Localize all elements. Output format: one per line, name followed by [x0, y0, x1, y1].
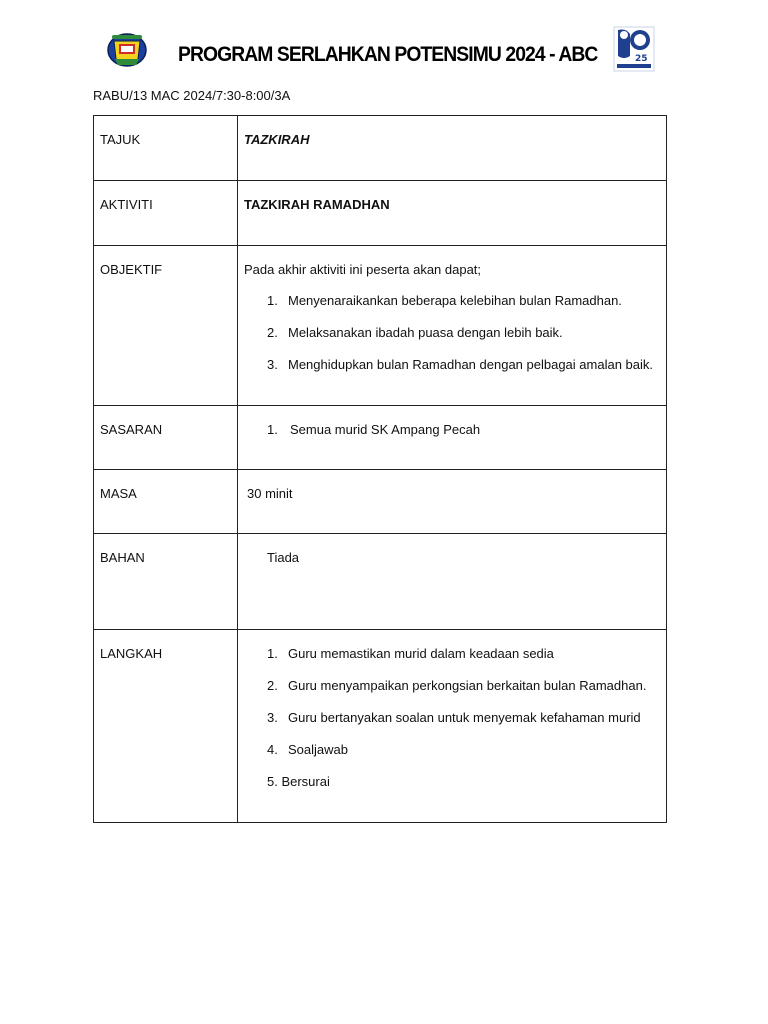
masa-value: 30 minit: [247, 486, 293, 501]
table-row-langkah: [94, 630, 667, 823]
lesson-plan-table: [93, 115, 667, 823]
list-item-text: Soaljawab: [288, 742, 348, 757]
svg-text:25: 25: [635, 54, 648, 64]
langkah-last-item: 5. Bersurai: [267, 774, 330, 789]
row-value-sasaran: [238, 406, 667, 470]
list-item-text: Guru bertanyakan soalan untuk menyemak kefahaman murid: [288, 710, 641, 725]
list-item-text: Semua murid SK Ampang Pecah: [290, 422, 481, 437]
list-item: [244, 325, 666, 341]
school-crest-icon: [106, 29, 148, 71]
list-item: [244, 293, 666, 309]
row-label-masa: MASA: [94, 470, 238, 534]
row-label-tajuk: TAJUK: [94, 116, 238, 181]
list-item-number: 3.: [267, 710, 278, 725]
list-item: [244, 422, 666, 438]
list-item-number: 2.: [267, 678, 278, 693]
row-label-bahan: BAHAN: [94, 534, 238, 630]
row-value-langkah: [238, 630, 667, 823]
list-item-text: Guru memastikan murid dalam keadaan sedia: [288, 646, 554, 661]
objektif-intro: Pada akhir aktiviti ini peserta akan dapat;: [244, 262, 482, 277]
list-item-number: 1.: [267, 422, 278, 437]
page-header: [0, 0, 768, 84]
row-value-masa: [238, 470, 667, 534]
list-item: [244, 646, 666, 662]
list-item-number: 1.: [267, 293, 278, 308]
table-row-masa: [94, 470, 667, 534]
row-label-aktiviti: AKTIVITI: [94, 181, 238, 246]
row-value-objektif: [238, 246, 667, 406]
table-row-aktiviti: [94, 181, 667, 246]
table-row-sasaran: [94, 406, 667, 470]
row-label-langkah: LANGKAH: [94, 630, 238, 823]
row-value-bahan: [238, 534, 667, 630]
session-info: RABU/13 MAC 2024/7:30-8:00/3A: [93, 88, 291, 103]
table-row-bahan: [94, 534, 667, 630]
row-value-aktiviti: TAZKIRAH RAMADHAN: [238, 181, 667, 246]
bahan-value: Tiada: [267, 550, 300, 565]
list-item-text: Menyenaraikankan beberapa kelebihan bulan Ramadhan.: [288, 293, 622, 308]
objektif-list: [244, 293, 666, 373]
list-item: [244, 678, 666, 694]
list-item-number: 2.: [267, 325, 278, 340]
row-label-objektif: OBJEKTIF: [94, 246, 238, 406]
list-item-text: Guru menyampaikan perkongsian berkaitan bulan Ramadhan.: [288, 678, 647, 693]
list-item: [244, 710, 666, 726]
list-item-number: 4.: [267, 742, 278, 757]
sasaran-list: [244, 422, 666, 438]
table-row-tajuk: [94, 116, 667, 181]
row-label-sasaran: SASARAN: [94, 406, 238, 470]
list-item-text: Melaksanakan ibadah puasa dengan lebih baik.: [288, 325, 563, 340]
langkah-list: [244, 646, 666, 758]
document-title: PROGRAM SERLAHKAN POTENSIMU 2024 - ABC: [178, 43, 598, 66]
anniversary-25-logo-icon: [613, 26, 655, 72]
list-item: [244, 742, 666, 758]
list-item-text: Menghidupkan bulan Ramadhan dengan pelbagai amalan baik.: [288, 357, 653, 372]
list-item-number: 1.: [267, 646, 278, 661]
row-value-tajuk: TAZKIRAH: [238, 116, 667, 181]
table-row-objektif: [94, 246, 667, 406]
list-item: [244, 357, 666, 373]
list-item-number: 3.: [267, 357, 278, 372]
